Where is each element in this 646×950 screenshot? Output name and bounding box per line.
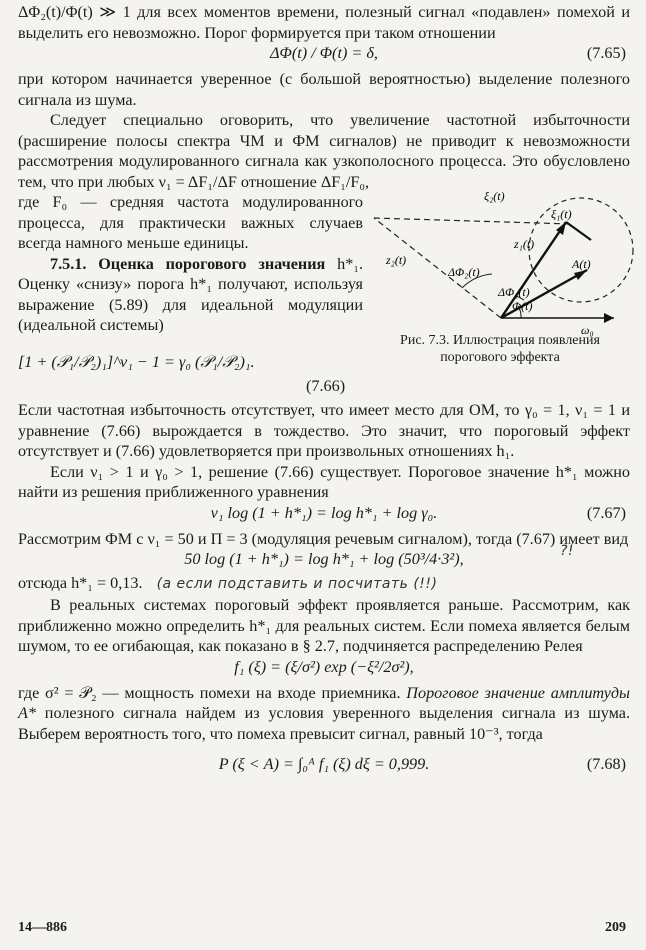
label-phi: Φ(t) xyxy=(512,299,533,313)
paragraph-2: при котором начинается уверенное (с большой вероятностью) выделение полезного сигнала из шума. xyxy=(18,70,630,109)
paragraph-7: В реальных системах пороговый эффект проявляется раньше. Рассмотрим, как приближенно можно определить h*₁ для реальных систем. Если помеха является белым шумом, то ее огибающая, как показано в § 2.7, подчиняется распределению Релея xyxy=(18,596,630,655)
equation-fm-text: 50 log (1 + h*₁) = log h*₁ + log (50³/4·3²), xyxy=(184,550,464,568)
paragraph-5: Если ν₁ > 1 и γ₀ > 1, решение (7.66) существует. Пороговое значение h*₁ можно найти из решения приближенного уравнения xyxy=(18,462,630,501)
equation-7-65 xyxy=(18,43,630,69)
xi2-vector xyxy=(374,218,571,224)
label-dphi2: ΔΦ₂(t) xyxy=(448,265,480,279)
figure-7-3 xyxy=(366,178,634,366)
reference-arrowhead xyxy=(604,313,614,323)
paragraph-3b: где F₀ — средняя частота модулированного процесса, для практически важных случаев всегда намного меньше единицы. xyxy=(18,193,363,252)
equation-7-68 xyxy=(18,744,630,784)
label-xi1: ξ₁(t) xyxy=(551,207,572,221)
equation-7-66-number-row xyxy=(18,376,630,400)
paragraph-8-b: Пороговое значение амплитуды A* xyxy=(18,683,630,722)
paragraph-1: ΔΦ₂(t)/Φ(t) ≫ 1 для всех моментов времени, полезный сигнал «подавлен» помехой и выделить его невозможно. Порог формируется при таком отношении xyxy=(18,3,630,42)
left-column xyxy=(18,192,363,336)
paragraph-4: Если частотная избыточность отсутствует, что имеет место для ОМ, то γ₀ = 1, ν₁ = 1 и уравнение (7.66) вырождается в тождество. Это значит, что пороговый эффект отсутствует и (7.66) удовлетворяется при произвольных отношениях h₁. xyxy=(18,401,630,460)
paragraph-8-a: где σ² = 𝒫₂ — мощность помехи на входе приемника. xyxy=(18,683,401,702)
label-a: A(t) xyxy=(572,257,591,271)
equation-7-65-number: (7.65) xyxy=(586,44,626,62)
section-paragraph xyxy=(18,254,363,336)
label-xi2: ξ₂(t) xyxy=(484,189,505,203)
figure-caption: Рис. 7.3. Иллюстрация появления порогового эффекта xyxy=(400,333,600,365)
page-body xyxy=(18,2,630,784)
label-z2: z₂(t) xyxy=(386,253,407,267)
handwritten-note: (а если подставить и посчитать (!!) xyxy=(156,576,438,592)
equation-fm xyxy=(18,543,630,573)
equation-7-65-text: ΔΦ(t) / Φ(t) = δ, xyxy=(270,44,378,62)
result-text: отсюда h*₁ = 0,13. xyxy=(18,574,143,592)
equation-rayleigh-text: f₁ (ξ) = (ξ/σ²) exp (−ξ²/2σ²), xyxy=(234,657,414,676)
paragraph-8-c: полезного сигнала найдем из условия уверенного выделения сигнала из шума. Выберем вероятность того, что помеха превысит сигнал, равный 10⁻³, тогда xyxy=(18,704,631,743)
xi1-vector xyxy=(566,222,591,240)
equation-7-67-number: (7.67) xyxy=(586,503,626,522)
equation-7-67 xyxy=(18,503,630,529)
label-dphi1: ΔΦ₁(t) xyxy=(498,285,530,299)
footer-signature: 14—886 xyxy=(18,920,67,935)
paragraph-3: Следует специально оговорить, что увеличение частотной избыточности (расширение полосы спектра ЧМ и ФМ сигналов) не приводит к невозможности рассмотрения модулированного сигнала как узкополосного процесса. Это обусловлено тем, что при любых ν₁ = ΔF₁/ΔF отношение ΔF₁/F₀, xyxy=(18,111,630,191)
handwritten-mark: ?! xyxy=(559,543,574,559)
paragraph-8 xyxy=(18,683,630,745)
equation-7-68-text: P (ξ < A) = ∫₀ᴬ f₁ (ξ) dξ = 0,999. xyxy=(218,755,430,773)
page-footer xyxy=(18,918,626,939)
equation-7-66-number: (7.66) xyxy=(306,377,346,395)
phasor-diagram xyxy=(366,178,634,337)
page-number: 209 xyxy=(605,920,626,935)
label-omega: ω₀ xyxy=(581,323,594,337)
label-z1: z₁(t) xyxy=(514,237,535,251)
a-arrowhead xyxy=(574,270,587,280)
section-text: h*₁. Оценку «снизу» порога h*₁ получают, используя выражение (5.89) для идеальной модуляции (идеальной системы) xyxy=(18,254,364,334)
equation-7-68-number: (7.68) xyxy=(586,755,626,773)
result-line xyxy=(18,573,630,595)
equation-7-67-text: ν₁ log (1 + h*₁) = log h*₁ + log γ₀. xyxy=(210,503,438,522)
equation-7-66 xyxy=(18,352,630,376)
equation-rayleigh xyxy=(18,657,630,683)
paragraph-6: Рассмотрим ФМ с ν₁ = 50 и Π = 3 (модуляция речевым сигналом), тогда (7.67) имеет вид xyxy=(18,529,629,548)
section-title: 7.5.1. Оценка порогового значения xyxy=(50,254,326,273)
noise-circle xyxy=(529,198,633,302)
z2-vector xyxy=(374,218,501,318)
equation-7-66-text: [1 + (𝒫₁/𝒫₂)₁]^ν₁ − 1 = γ₀ (𝒫₁/𝒫₂)₁. xyxy=(18,353,255,371)
